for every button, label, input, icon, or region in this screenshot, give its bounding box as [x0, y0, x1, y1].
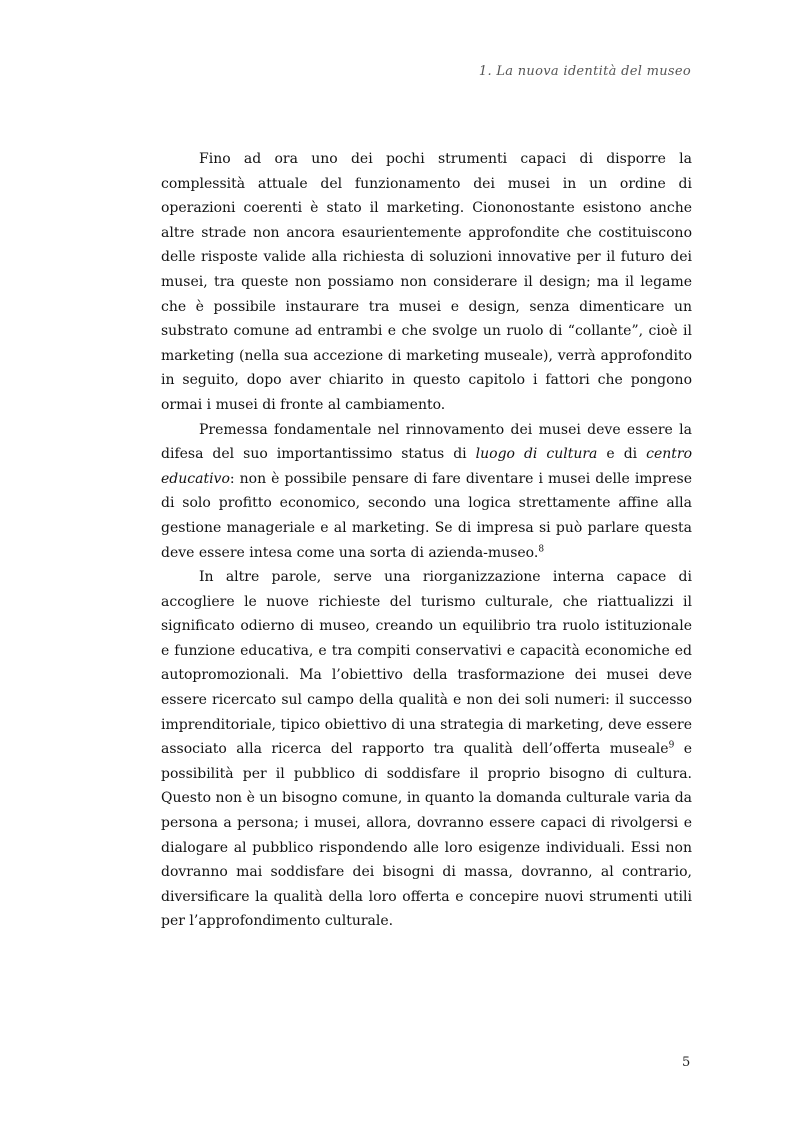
paragraph-2: [161, 418, 692, 566]
emphasis-luogo-di-cultura: luogo di cultura: [475, 446, 598, 463]
paragraph-3-text-a: In altre parole, serve una riorganizzazione interna capace di accogliere le nuove richieste del turismo culturale, che riattualizzi il significato odierno di museo, creando un equilibrio tra ruolo istituzionale e funzione educativa, e tra compiti conservativi e capacità economiche ed autopromozionali. Ma l’obiettivo della trasformazione dei musei deve essere ricercato sul campo della qualità e non dei soli numeri: il successo imprenditoriale, tipico obiettivo di una strategia di marketing, deve essere associato alla ricerca del rapporto tra qualità dell’offerta museale: [161, 569, 692, 758]
page-number: 5: [682, 1055, 691, 1070]
paragraph-2-text-c: : non è possibile pensare di fare diventare i musei delle imprese di solo profitto economico, secondo una logica strettamente affine alla gestione manageriale e al marketing. Se di impresa si può parlare questa deve essere intesa come una sorta di azienda-museo.: [161, 470, 692, 561]
paragraph-2-text-b: e di: [597, 446, 647, 463]
footnote-ref-8[interactable]: 8: [538, 543, 545, 554]
emphasis-centro-educativo: centro educativo: [161, 446, 693, 487]
paragraph-1: [161, 147, 692, 418]
running-header: 1. La nuova identità del museo: [478, 64, 691, 79]
paragraph-1-text: Fino ad ora uno dei pochi strumenti capaci di disporre la complessità attuale del funzionamento dei musei in un ordine di operazioni coerenti è stato il marketing. Ciononostante esistono anche altre strade non ancora esaurientemente approfondite che costituiscono delle risposte valide alla richiesta di soluzioni innovative per il futuro dei musei, tra queste non possiamo non considerare il design; ma il legame che è possibile instaurare tra musei e design, senza dimenticare un substrato comune ad entrambi e che svolge un ruolo di “collante”, cioè il marketing (nella sua accezione di marketing museale), verrà approfondito in seguito, dopo aver chiarito in questo capitolo i fattori che pongono ormai i musei di fronte al cambiamento.: [161, 151, 692, 413]
paragraph-3-text-b: e possibilità per il pubblico di soddisfare il proprio bisogno di cultura. Questo non è un bisogno comune, in quanto la domanda culturale varia da persona a persona; i musei, allora, dovranno essere capaci di rivolgersi e dialogare al pubblico rispondendo alle loro esigenze individuali. Essi non dovranno mai soddisfare dei bisogni di massa, dovranno, al contrario, diversificare la qualità della loro offerta e concepire nuovi strumenti utili per l’approfondimento culturale.: [161, 741, 692, 930]
footnote-ref-9[interactable]: 9: [668, 740, 675, 751]
paragraph-3: [161, 565, 692, 934]
body-text: [161, 147, 692, 934]
paragraph-2-text-a: Premessa fondamentale nel rinnovamento dei musei deve essere la difesa del suo importantissimo status di: [161, 421, 692, 463]
